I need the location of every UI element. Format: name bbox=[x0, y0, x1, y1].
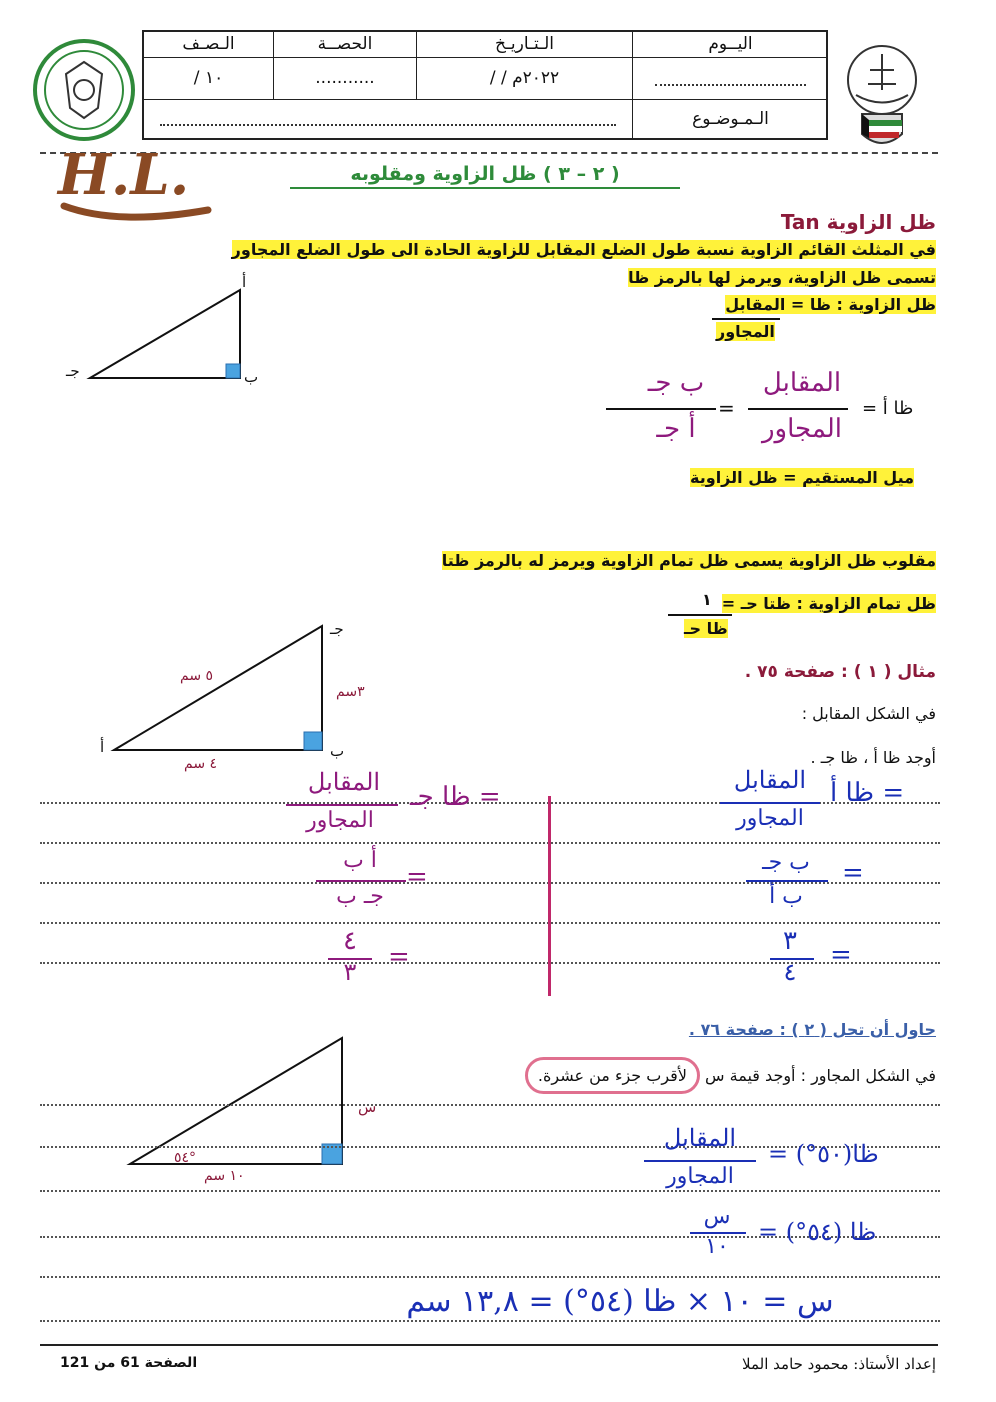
ex1-right-l2-bar bbox=[746, 880, 828, 882]
tan-hand-den2: أ جـ bbox=[656, 414, 696, 444]
tri2-label-a: أ bbox=[100, 738, 105, 756]
ex1-right-l1-num: المقابل bbox=[733, 766, 807, 794]
ex1-left-l1-bar bbox=[286, 804, 398, 806]
tan-hand-eq: = bbox=[718, 396, 735, 420]
date-label: الـتـاريـخ bbox=[417, 32, 633, 58]
exercise2-line1: في الشكل المجاور : أوجد قيمة س لأقرب جزء من عشرة. bbox=[525, 1066, 936, 1085]
ex1-left-l3-num: ٤ bbox=[343, 926, 357, 956]
tri2-label-hyp: ٥ سم bbox=[180, 668, 214, 684]
ex1-left-l2-bar bbox=[316, 880, 406, 882]
tan-formula-fraction-bar bbox=[712, 318, 780, 320]
class-value: / ١٠ bbox=[144, 58, 274, 100]
ex1-left-l2-den: جـ ب bbox=[336, 884, 384, 909]
ex1-right-l1-bar bbox=[720, 802, 820, 804]
ex2-l2-lhs: ظا (٥٤°) = bbox=[758, 1218, 877, 1246]
day-value-field bbox=[633, 58, 828, 100]
ex1-right-l2-den: ب أ bbox=[769, 884, 803, 909]
ex1-left-l1-num: المقابل bbox=[307, 768, 381, 796]
ruled-line bbox=[40, 1104, 940, 1106]
period-value: ........... bbox=[274, 58, 417, 100]
tri2-label-vert: ٣سم bbox=[336, 684, 365, 700]
ex1-right-eq3: = bbox=[830, 940, 852, 970]
cot-formula-den: ظا حـ bbox=[684, 619, 728, 638]
cot-formula: ظل تمام الزاوية : ظتا حـ = bbox=[721, 594, 936, 613]
tri2-label-base: ٤ سم bbox=[184, 756, 218, 772]
tri2-label-b: ب bbox=[330, 742, 345, 760]
ex1-right-l3-den: ٤ bbox=[783, 958, 797, 986]
lesson-title: ( ٢ – ٣ ) ظل الزاوية ومقلوبه bbox=[290, 163, 680, 189]
class-label: الـصـف bbox=[144, 32, 274, 58]
tan-hand-num1: المقابل bbox=[762, 368, 842, 398]
tan-example-lhs: ظا أ = bbox=[862, 398, 914, 419]
ex1-left-eq3: = bbox=[388, 942, 410, 972]
tri3-label-base: ١٠ سم bbox=[204, 1168, 245, 1184]
header-table bbox=[142, 30, 828, 140]
handwritten-tag-text: H.L. bbox=[58, 142, 190, 208]
ex2-l2-den: ١٠ bbox=[705, 1234, 729, 1259]
example1-line2: أوجد ظا أ ، ظا جـ . bbox=[810, 748, 936, 767]
ruled-line bbox=[40, 1320, 940, 1322]
ex1-left-eq2: = bbox=[406, 862, 428, 892]
ruled-line bbox=[40, 842, 940, 844]
ex1-left-l2-num: أ ب bbox=[343, 848, 377, 873]
tri3-label-side: س bbox=[358, 1098, 377, 1116]
ex1-left-l1-den: المجاور bbox=[306, 808, 374, 833]
ex2-l1-den: المجاور bbox=[666, 1164, 734, 1189]
triangle-diagram-2 bbox=[100, 620, 340, 760]
ex2-final: س = ١٠ × ظا (٥٤°) = ١٣,٨ سم bbox=[406, 1284, 834, 1319]
tan-hand-den1: المجاور bbox=[762, 414, 842, 444]
ruled-line bbox=[40, 1276, 940, 1278]
ex2-l1-bar bbox=[644, 1160, 756, 1162]
footer-author: إعداد الأستاذ: محمود حامد الملا bbox=[742, 1355, 936, 1373]
subject-label: الـمـوضـوع bbox=[692, 109, 769, 129]
ex1-left-l1-lhs: ظا جـ = bbox=[410, 782, 501, 812]
ex1-right-l1-den: المجاور bbox=[736, 806, 804, 831]
example1-line1: في الشكل المقابل : bbox=[801, 704, 936, 723]
ex1-right-l2-num: ب جـ bbox=[762, 850, 810, 875]
tan-heading: ظل الزاوية Tan bbox=[780, 210, 936, 234]
ex1-left-l3-den: ٣ bbox=[343, 958, 357, 986]
ex2-l1-num: المقابل bbox=[663, 1124, 737, 1152]
footer-page: الصفحة 61 من 121 bbox=[60, 1355, 198, 1371]
kuwait-emblem-logo bbox=[836, 40, 928, 154]
footer-divider bbox=[40, 1344, 938, 1346]
slope-note: ميل المستقيم = ظل الزاوية bbox=[690, 468, 914, 487]
ruled-line bbox=[40, 922, 940, 924]
ex1-right-l3-num: ٣ bbox=[783, 926, 797, 956]
exercise2-heading: حاول أن تحل ( ٢ ) : صفحة ٧٦ . bbox=[688, 1020, 936, 1039]
date-value: / / ٢٠٢٢م bbox=[417, 58, 633, 100]
example1-heading: مثال ( ١ ) : صفحة ٧٥ . bbox=[744, 662, 936, 682]
period-label: الحصــة bbox=[274, 32, 417, 58]
tan-formula: ظل الزاوية : ظا = المقابل bbox=[725, 295, 936, 314]
cot-formula-num: ١ bbox=[702, 590, 712, 609]
tri1-label-a: أ bbox=[242, 273, 247, 291]
circled-phrase: لأقرب جزء من عشرة. bbox=[525, 1057, 700, 1094]
cot-definition: مقلوب ظل الزاوية يسمى ظل تمام الزاوية ويرمز له بالرمز ظتا bbox=[441, 551, 936, 570]
ex1-right-eq2: = bbox=[842, 858, 864, 888]
ruled-line bbox=[40, 1190, 940, 1192]
day-label: اليــوم bbox=[633, 32, 828, 58]
ministry-seal-logo bbox=[32, 38, 136, 142]
tan-formula-denominator: المجاور bbox=[716, 322, 775, 341]
tan-definition-line1: في المثلث القائم الزاوية نسبة طول الضلع المقابل للزاوية الحادة الى طول الضلع المجاور bbox=[231, 240, 936, 259]
tri1-label-c: جـ bbox=[66, 362, 80, 380]
tan-hand-bar2 bbox=[606, 408, 716, 410]
tan-hand-bar1 bbox=[748, 408, 848, 410]
ex1-right-l1-lhs: ظا أ = bbox=[830, 778, 905, 808]
subject-value-field bbox=[144, 100, 633, 140]
underline-swash-icon bbox=[58, 192, 228, 226]
handwritten-tag bbox=[58, 140, 228, 226]
column-divider bbox=[548, 796, 551, 996]
ex2-l1-lhs: ظا(٥٠°) = bbox=[768, 1140, 879, 1168]
tri1-label-b: ب bbox=[244, 368, 259, 386]
tri3-label-angle: ٥٤° bbox=[174, 1150, 197, 1166]
cot-formula-bar bbox=[668, 614, 732, 616]
ex2-l2-num: س bbox=[703, 1204, 731, 1229]
tan-hand-num2: ب جـ bbox=[647, 368, 705, 398]
tan-definition-line2: تسمى ظل الزاوية، ويرمز لها بالرمز ظا bbox=[628, 268, 936, 287]
tri2-label-c: جـ bbox=[330, 620, 344, 638]
